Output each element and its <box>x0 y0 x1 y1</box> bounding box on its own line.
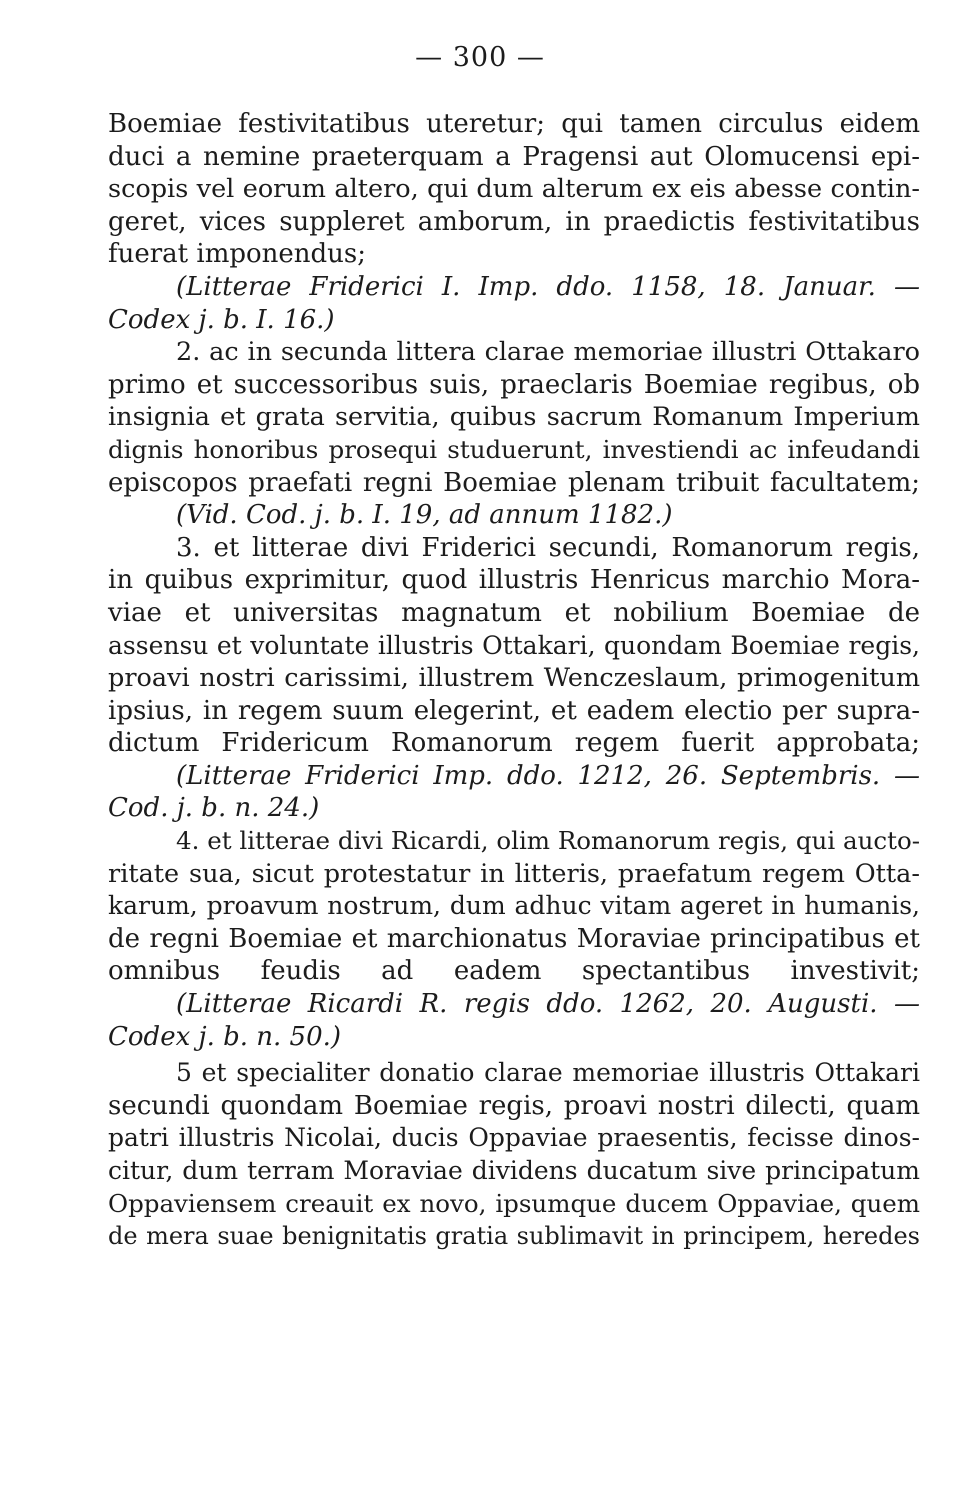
text-line: in quibus exprimitur, quod illustris Henricus marchio Mora- <box>108 565 920 596</box>
text-line: proavi nostri carissimi, illustrem Wenczeslaum, primogenitum <box>108 663 920 694</box>
citation-line: (Vid. Cod. j. b. I. 19, ad annum 1182.) <box>176 500 673 531</box>
text-line: omnibus feudis ad eadem spectantibus investivit; <box>108 956 920 987</box>
text-line: 5 et specialiter donatio clarae memoriae illustris Ottakari <box>176 1058 920 1088</box>
text-line: de mera suae benignitatis gratia sublimavit in principem, heredes <box>108 1222 920 1251</box>
page-body <box>108 108 920 1253</box>
text-line: dignis honoribus prosequi studuerunt, investiendi ac infeudandi <box>108 434 920 464</box>
text-line: scopis vel eorum altero, qui dum alterum ex eis abesse contin- <box>108 174 920 205</box>
text-line: duci a nemine praeterquam a Pragensi aut Olomucensi epi- <box>108 141 920 172</box>
text-line: insignia et grata servitia, quibus sacrum Romanum Imperium <box>108 402 920 433</box>
text-line: 4. et litterae divi Ricardi, olim Romanorum regis, qui aucto- <box>176 826 920 856</box>
citation-line: Cod. j. b. n. 24.) <box>108 793 320 824</box>
citation-line: (Litterae Ricardi R. regis ddo. 1262, 20. Augusti. — <box>176 989 920 1020</box>
text-line: viae et universitas magnatum et nobilium Boemiae de <box>108 597 920 628</box>
text-line: Oppaviensem creauit ex novo, ipsumque ducem Oppaviae, quem <box>108 1188 920 1218</box>
text-line: dictum Fridericum Romanorum regem fuerit approbata; <box>108 728 920 759</box>
text-line: 2. ac in secunda littera clarae memoriae illustri Ottakaro <box>176 337 920 368</box>
citation-line: (Litterae Friderici Imp. ddo. 1212, 26. Septembris. — <box>176 760 920 791</box>
text-line: episcopos praefati regni Boemiae plenam tribuit facultatem; <box>108 467 920 498</box>
text-line: primo et successoribus suis, praeclaris Boemiae regibus, ob <box>108 369 920 400</box>
text-line: assensu et voluntate illustris Ottakari, quondam Boemiae regis, <box>108 630 920 660</box>
text-line: patri illustris Nicolai, ducis Oppaviae praesentis, fecisse dinos- <box>108 1123 920 1153</box>
paragraph-item-4 <box>108 825 920 988</box>
paragraph-continuation <box>108 108 920 271</box>
text-line: fuerat imponendus; <box>108 239 367 270</box>
citation <box>108 271 920 336</box>
page-number: — 300 — <box>415 42 545 73</box>
citation-line: (Litterae Friderici I. Imp. ddo. 1158, 18. Januar. — <box>176 271 920 302</box>
citation-line: Codex j. b. n. 50.) <box>108 1021 342 1052</box>
text-line: ritate sua, sicut protestatur in litteris, praefatum regem Otta- <box>108 858 920 889</box>
text-line: ipsius, in regem suum elegerint, et eadem electio per supra- <box>108 695 920 726</box>
paragraph-item-2 <box>108 336 920 499</box>
paragraph-item-3 <box>108 532 920 760</box>
citation <box>108 499 920 532</box>
citation-line: Codex j. b. I. 16.) <box>108 304 335 335</box>
paragraph-item-5 <box>108 1057 920 1253</box>
text-line: geret, vices suppleret amborum, in praedictis festivitatibus <box>108 206 920 237</box>
text-line: Boemiae festivitatibus uteretur; qui tamen circulus eidem <box>108 109 920 139</box>
text-line: de regni Boemiae et marchionatus Moraviae principatibus et <box>108 923 920 954</box>
text-line: citur, dum terram Moraviae dividens ducatum sive principatum <box>108 1156 920 1185</box>
citation <box>108 760 920 825</box>
text-line: secundi quondam Boemiae regis, proavi nostri dilecti, quam <box>108 1090 920 1121</box>
text-line: karum, proavum nostrum, dum adhuc vitam ageret in humanis, <box>108 891 920 921</box>
text-line: 3. et litterae divi Friderici secundi, Romanorum regis, <box>176 532 920 563</box>
citation <box>108 988 920 1053</box>
